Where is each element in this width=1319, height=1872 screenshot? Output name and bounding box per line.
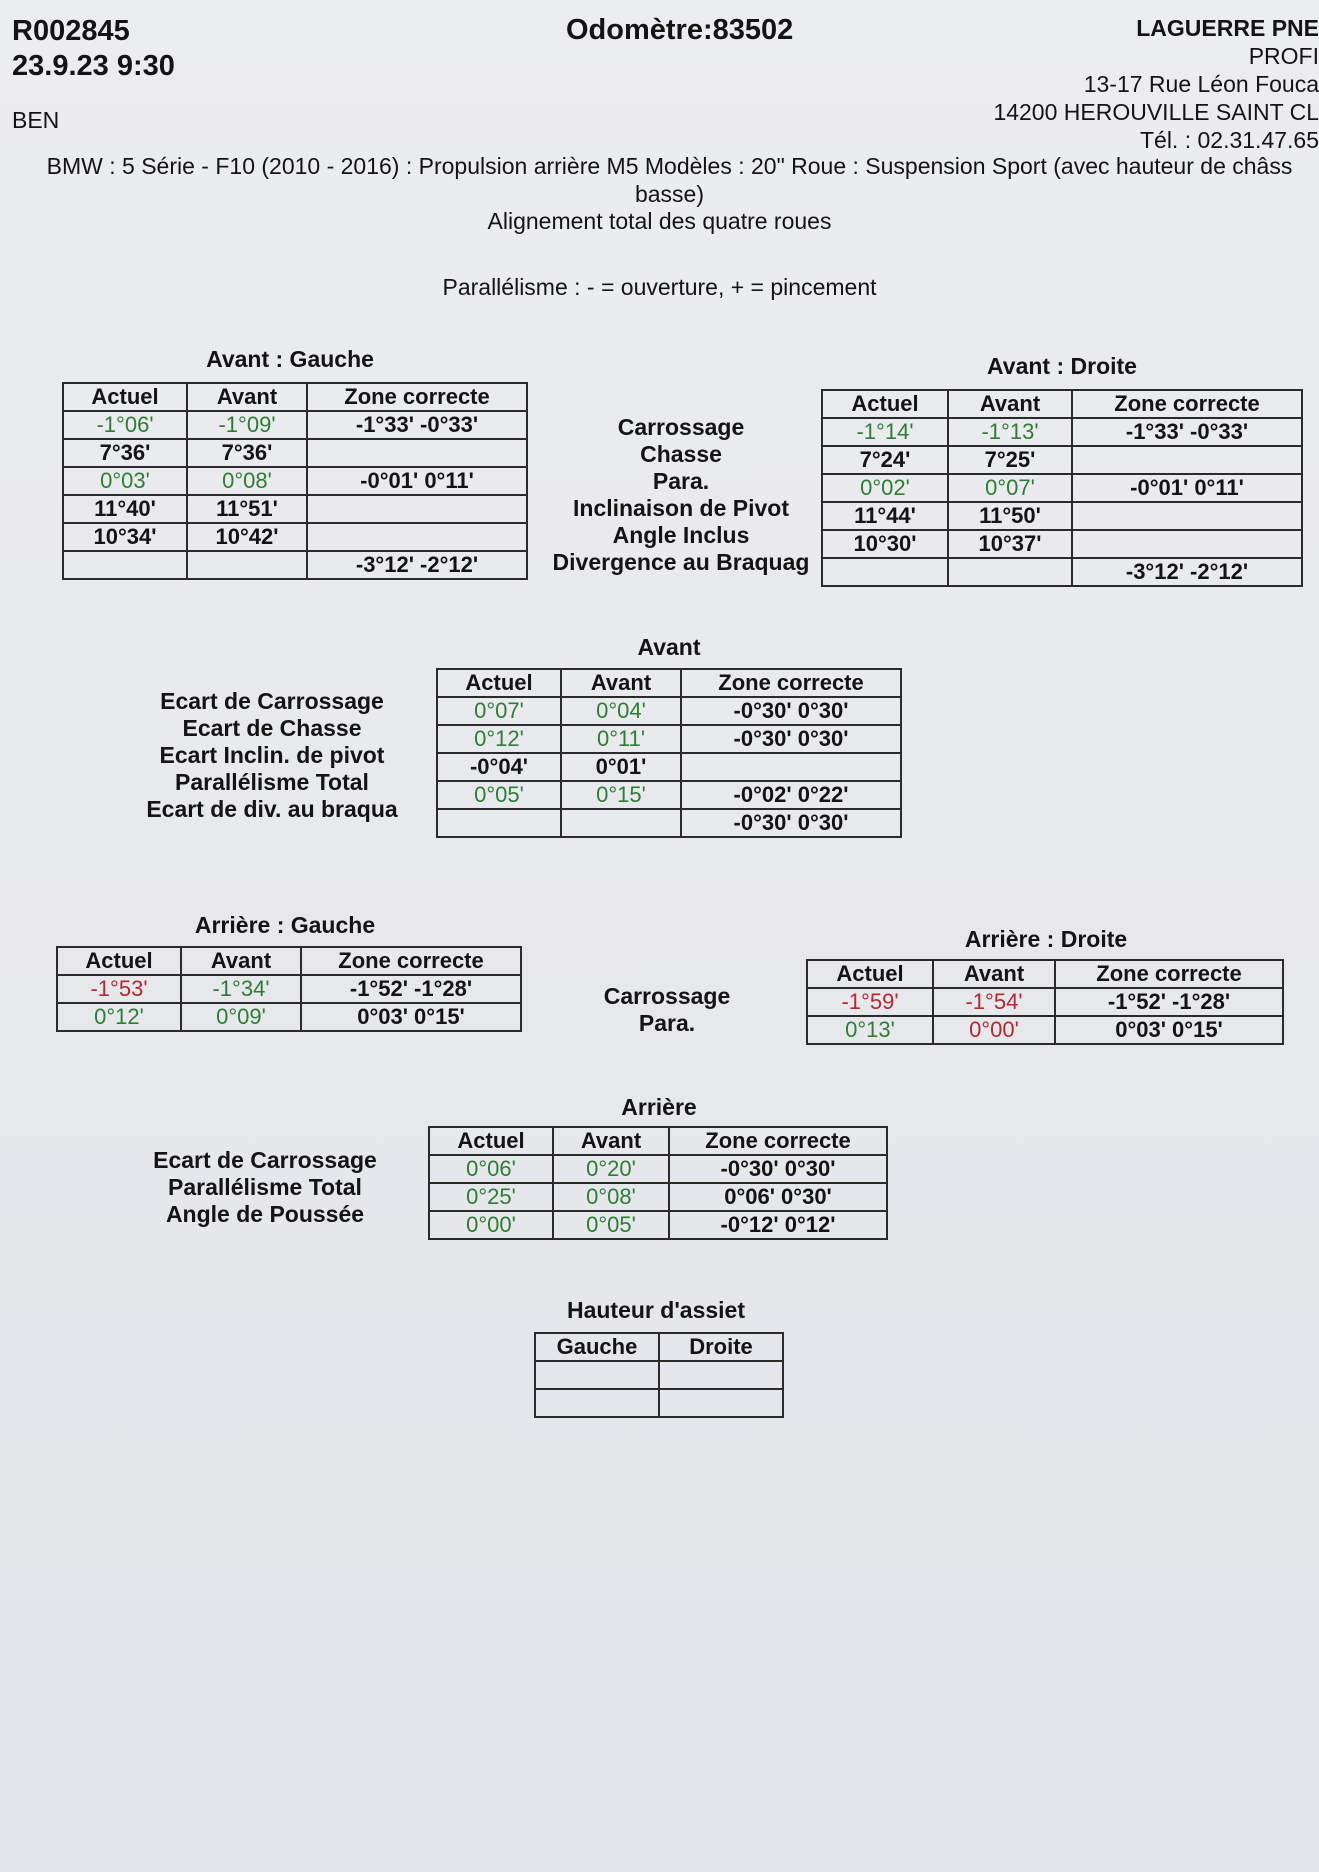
company-address2: 14200 HEROUVILLE SAINT CL <box>993 99 1319 125</box>
cell-zone: -0°30' 0°30' <box>681 725 901 753</box>
label-angle-inclus: Angle Inclus <box>612 522 750 548</box>
label-para: Para. <box>638 1010 696 1036</box>
cell-zone: 0°03' 0°15' <box>1055 1016 1283 1044</box>
table-row <box>822 530 1302 558</box>
cell-zone: -0°12' 0°12' <box>669 1211 887 1239</box>
label-ecart-carrossage: Ecart de Carrossage <box>153 1147 377 1173</box>
table-row <box>437 809 901 837</box>
front-axle-table <box>436 668 902 838</box>
front-left-table <box>62 382 528 580</box>
table-row <box>429 1155 887 1183</box>
rear-right-title: Arrière : Droite <box>964 926 1128 952</box>
rear-axle-title: Arrière <box>621 1094 697 1120</box>
cell-avant: 0°08' <box>187 467 307 495</box>
cell-actuel: 0°00' <box>429 1211 553 1239</box>
table-row <box>63 411 527 439</box>
cell-zone: -0°02' 0°22' <box>681 781 901 809</box>
col-actuel: Actuel <box>807 960 933 988</box>
label-inclinaison-pivot: Inclinaison de Pivot <box>573 495 789 521</box>
cell-actuel <box>437 809 561 837</box>
cell-avant: 0°07' <box>948 474 1072 502</box>
front-right-title: Avant : Droite <box>987 353 1137 379</box>
table-header-row <box>437 669 901 697</box>
cell-zone <box>1072 446 1302 474</box>
table-row <box>429 1183 887 1211</box>
cell-actuel: 10°30' <box>822 530 948 558</box>
cell-actuel: 0°07' <box>437 697 561 725</box>
table-row <box>807 988 1283 1016</box>
ride-height-table <box>534 1332 784 1418</box>
table-row <box>807 1016 1283 1044</box>
cell-avant: -1°09' <box>187 411 307 439</box>
cell-actuel: 0°05' <box>437 781 561 809</box>
cell-avant: 0°15' <box>561 781 681 809</box>
table-row <box>535 1361 783 1389</box>
parallelism-legend: Parallélisme : - = ouverture, + = pincement <box>442 274 877 300</box>
rear-axle-table <box>428 1126 888 1240</box>
col-zone: Zone correcte <box>1072 390 1302 418</box>
cell-avant: 0°00' <box>933 1016 1055 1044</box>
label-carrossage: Carrossage <box>603 983 731 1009</box>
label-chasse: Chasse <box>640 441 722 467</box>
cell-actuel: 11°44' <box>822 502 948 530</box>
table-header-row <box>63 383 527 411</box>
ride-height-section <box>534 1332 784 1418</box>
cell-avant: 0°11' <box>561 725 681 753</box>
cell-actuel: 7°36' <box>63 439 187 467</box>
table-header-row <box>429 1127 887 1155</box>
table-row <box>429 1211 887 1239</box>
cell-zone <box>681 753 901 781</box>
col-avant: Avant <box>933 960 1055 988</box>
operator-name: BEN <box>12 107 60 133</box>
cell-avant: 11°51' <box>187 495 307 523</box>
rear-left-section <box>56 946 522 1032</box>
rear-right-table <box>806 959 1284 1045</box>
cell-droite <box>659 1361 783 1389</box>
table-row <box>822 474 1302 502</box>
cell-zone: -1°52' -1°28' <box>1055 988 1283 1016</box>
front-axle-title: Avant <box>637 634 701 660</box>
cell-actuel: -0°04' <box>437 753 561 781</box>
cell-actuel <box>822 558 948 586</box>
col-actuel: Actuel <box>429 1127 553 1155</box>
cell-zone: -0°30' 0°30' <box>681 809 901 837</box>
label-ecart-div-braquage: Ecart de div. au braqua <box>146 796 398 822</box>
table-row <box>63 551 527 579</box>
cell-avant <box>561 809 681 837</box>
cell-zone <box>1072 530 1302 558</box>
cell-actuel: 0°12' <box>437 725 561 753</box>
table-header-row <box>535 1333 783 1361</box>
odometer-reading: Odomètre:83502 <box>566 14 794 46</box>
cell-droite <box>659 1389 783 1417</box>
col-avant: Avant <box>948 390 1072 418</box>
front-axle-section <box>436 668 902 838</box>
cell-actuel: 0°13' <box>807 1016 933 1044</box>
table-row <box>437 697 901 725</box>
cell-avant: 7°36' <box>187 439 307 467</box>
cell-actuel: 0°12' <box>57 1003 181 1031</box>
cell-actuel: -1°53' <box>57 975 181 1003</box>
cell-zone: -0°30' 0°30' <box>681 697 901 725</box>
cell-avant: -1°34' <box>181 975 301 1003</box>
rear-axle-section <box>428 1126 888 1240</box>
cell-zone <box>307 495 527 523</box>
rear-left-table <box>56 946 522 1032</box>
col-zone: Zone correcte <box>669 1127 887 1155</box>
cell-avant: 10°37' <box>948 530 1072 558</box>
company-address1: 13-17 Rue Léon Fouca <box>1083 71 1319 97</box>
table-row <box>63 467 527 495</box>
report-reference: R002845 <box>12 15 130 47</box>
header-left <box>12 14 175 84</box>
label-angle-poussee: Angle de Poussée <box>165 1201 365 1227</box>
cell-actuel <box>63 551 187 579</box>
company-phone: Tél. : 02.31.47.65 <box>1139 127 1319 153</box>
col-zone: Zone correcte <box>307 383 527 411</box>
front-right-table <box>821 389 1303 587</box>
cell-avant: 0°05' <box>553 1211 669 1239</box>
company-block <box>993 14 1319 154</box>
cell-zone <box>307 439 527 467</box>
cell-zone: -3°12' -2°12' <box>1072 558 1302 586</box>
col-avant: Avant <box>181 947 301 975</box>
table-row <box>57 1003 521 1031</box>
label-ecart-carrossage: Ecart de Carrossage <box>160 688 384 714</box>
cell-actuel: 0°03' <box>63 467 187 495</box>
cell-zone: 0°03' 0°15' <box>301 1003 521 1031</box>
col-avant: Avant <box>553 1127 669 1155</box>
vehicle-description: BMW : 5 Série - F10 (2010 - 2016) : Propulsion arrière M5 Modèles : 20" Roue : Suspension Sport (avec hauteur de châss basse) <box>46 153 1293 207</box>
cell-zone: -0°01' 0°11' <box>307 467 527 495</box>
label-ecart-inclin-pivot: Ecart Inclin. de pivot <box>159 742 385 768</box>
cell-actuel: -1°14' <box>822 418 948 446</box>
cell-avant: -1°54' <box>933 988 1055 1016</box>
table-header-row <box>57 947 521 975</box>
table-header-row <box>822 390 1302 418</box>
front-axle-labels <box>122 688 422 823</box>
cell-avant: -1°13' <box>948 418 1072 446</box>
cell-avant: 10°42' <box>187 523 307 551</box>
table-row <box>822 418 1302 446</box>
col-actuel: Actuel <box>437 669 561 697</box>
table-row <box>63 523 527 551</box>
rear-left-title: Arrière : Gauche <box>194 912 376 938</box>
col-zone: Zone correcte <box>1055 960 1283 988</box>
label-ecart-chasse: Ecart de Chasse <box>182 715 362 741</box>
table-row <box>63 439 527 467</box>
cell-zone <box>307 523 527 551</box>
front-left-title: Avant : Gauche <box>206 346 374 372</box>
cell-zone: -1°33' -0°33' <box>1072 418 1302 446</box>
cell-avant: 11°50' <box>948 502 1072 530</box>
table-row <box>437 781 901 809</box>
cell-actuel: 7°24' <box>822 446 948 474</box>
cell-actuel: 0°25' <box>429 1183 553 1211</box>
cell-avant: 0°01' <box>561 753 681 781</box>
cell-actuel: 11°40' <box>63 495 187 523</box>
table-row <box>437 725 901 753</box>
rear-measure-labels <box>562 983 772 1037</box>
table-row <box>822 558 1302 586</box>
cell-zone: -1°33' -0°33' <box>307 411 527 439</box>
table-row <box>437 753 901 781</box>
table-row <box>822 446 1302 474</box>
col-gauche: Gauche <box>535 1333 659 1361</box>
front-left-section <box>62 382 528 580</box>
table-row <box>822 502 1302 530</box>
cell-zone: -3°12' -2°12' <box>307 551 527 579</box>
col-actuel: Actuel <box>63 383 187 411</box>
company-line2: PROFI <box>1248 43 1319 69</box>
front-measure-labels <box>536 414 826 576</box>
ride-height-title: Hauteur d'assiet <box>566 1297 746 1323</box>
cell-avant <box>948 558 1072 586</box>
cell-zone: -0°30' 0°30' <box>669 1155 887 1183</box>
cell-zone: 0°06' 0°30' <box>669 1183 887 1211</box>
company-name: LAGUERRE PNE <box>1136 15 1319 41</box>
cell-avant: 0°20' <box>553 1155 669 1183</box>
cell-gauche <box>535 1389 659 1417</box>
col-droite: Droite <box>659 1333 783 1361</box>
cell-actuel: -1°59' <box>807 988 933 1016</box>
cell-avant: 0°08' <box>553 1183 669 1211</box>
cell-actuel: 0°02' <box>822 474 948 502</box>
cell-gauche <box>535 1361 659 1389</box>
label-para: Para. <box>652 468 710 494</box>
cell-actuel: 10°34' <box>63 523 187 551</box>
rear-right-section <box>806 959 1284 1045</box>
col-avant: Avant <box>561 669 681 697</box>
col-zone: Zone correcte <box>301 947 521 975</box>
cell-avant <box>187 551 307 579</box>
cell-avant: 7°25' <box>948 446 1072 474</box>
cell-zone <box>1072 502 1302 530</box>
cell-avant: 0°09' <box>181 1003 301 1031</box>
front-right-section <box>821 389 1303 587</box>
label-divergence-braquage: Divergence au Braquag <box>552 549 810 575</box>
table-row <box>63 495 527 523</box>
cell-actuel: -1°06' <box>63 411 187 439</box>
label-parallelisme-total: Parallélisme Total <box>168 1174 362 1200</box>
table-row <box>535 1389 783 1417</box>
col-actuel: Actuel <box>57 947 181 975</box>
table-row <box>57 975 521 1003</box>
cell-avant: 0°04' <box>561 697 681 725</box>
col-actuel: Actuel <box>822 390 948 418</box>
table-header-row <box>807 960 1283 988</box>
cell-zone: -1°52' -1°28' <box>301 975 521 1003</box>
label-parallelisme-total: Parallélisme Total <box>175 769 369 795</box>
cell-zone: -0°01' 0°11' <box>1072 474 1302 502</box>
report-subtitle: Alignement total des quatre roues <box>487 208 832 234</box>
rear-axle-labels <box>120 1147 410 1228</box>
report-datetime: 23.9.23 9:30 <box>12 50 175 82</box>
cell-actuel: 0°06' <box>429 1155 553 1183</box>
label-carrossage: Carrossage <box>617 414 745 440</box>
col-avant: Avant <box>187 383 307 411</box>
col-zone: Zone correcte <box>681 669 901 697</box>
